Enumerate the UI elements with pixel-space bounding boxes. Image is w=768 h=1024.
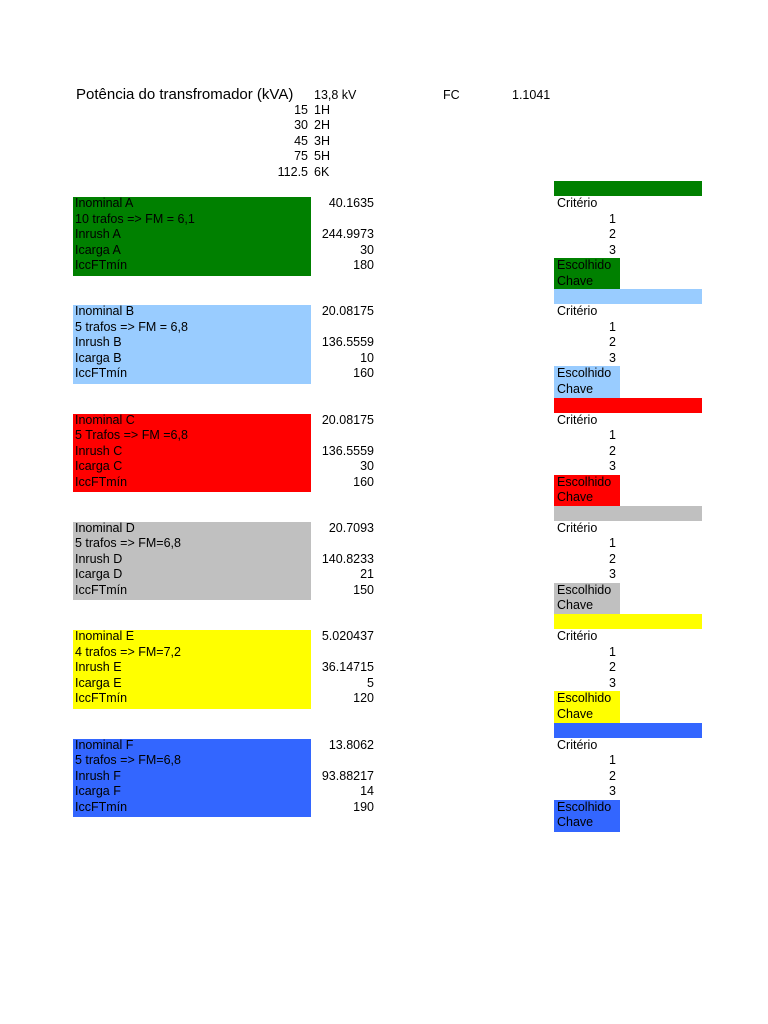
block-row-label: Icarga C [75, 459, 123, 474]
criteria-d-header-bar [554, 506, 702, 521]
criteria-e-header-bar [554, 614, 702, 629]
block-row-label: Icarga A [75, 242, 121, 257]
block-row-value: 120 [353, 691, 374, 706]
block-row-label: Inrush B [75, 335, 122, 350]
criteria-item: 1 [609, 536, 616, 551]
block-row-label: Inominal B [75, 304, 135, 319]
chosen-label: Escolhido [557, 691, 612, 706]
switch-label: Chave [557, 490, 594, 505]
block-row-value: 20.08175 [321, 304, 374, 319]
block-row-value: 14 [360, 784, 374, 798]
block-row-label: Inominal D [75, 520, 135, 535]
rating-kva: 30 [294, 118, 308, 132]
block-row-label: 5 trafos => FM = 6,8 [75, 319, 188, 334]
switch-label: Chave [557, 598, 594, 613]
block-row-value: 20.08175 [321, 412, 374, 427]
block-row-label: Inrush E [75, 660, 122, 675]
criteria-item: 2 [609, 551, 616, 566]
block-row-value: 30 [360, 242, 374, 257]
block-row-label: IccFTmín [75, 366, 128, 381]
block-row-value: 21 [360, 567, 374, 582]
chosen-label: Escolhido [557, 799, 612, 814]
criteria-item: 3 [609, 784, 616, 798]
block-row-label: Inrush A [75, 227, 121, 241]
block-row-label: 5 trafos => FM=6,8 [75, 536, 181, 551]
criteria-f-header-bar [554, 723, 702, 738]
block-row-value: 136.5559 [321, 443, 374, 458]
criteria-a-header-bar [554, 181, 702, 196]
block-row-value: 140.8233 [321, 551, 374, 566]
criteria-label: Critério [557, 629, 598, 644]
rating-kva: 75 [294, 149, 308, 163]
block-row-label: 4 trafos => FM=7,2 [75, 644, 181, 659]
rating-code: 3H [314, 134, 330, 148]
rating-kva: 112.5 [277, 165, 308, 179]
chosen-label: Escolhido [557, 366, 612, 381]
block-row-label: Inrush F [75, 768, 121, 783]
criteria-item: 2 [609, 335, 616, 350]
page-title: Potência do transfromador (kVA) [76, 86, 294, 103]
criteria-item: 2 [609, 227, 616, 241]
criteria-item: 3 [609, 350, 616, 365]
block-row-value: 180 [353, 258, 374, 272]
block-row-label: IccFTmín [75, 474, 128, 489]
rating-kva: 15 [294, 103, 308, 117]
rating-code: 5H [314, 149, 330, 163]
block-row-value: 160 [353, 474, 374, 489]
fc-label: FC [443, 88, 460, 102]
block-row-value: 244.9973 [321, 227, 374, 241]
criteria-c-header-bar [554, 398, 702, 413]
criteria-label: Critério [557, 520, 598, 535]
criteria-item: 1 [609, 428, 616, 443]
criteria-item: 1 [609, 319, 616, 334]
switch-label: Chave [557, 815, 594, 829]
block-row-value: 13.8062 [328, 737, 374, 752]
switch-label: Chave [557, 706, 594, 721]
chosen-label: Escolhido [557, 582, 612, 597]
chosen-label: Escolhido [557, 258, 612, 272]
block-row-value: 190 [353, 799, 374, 814]
criteria-item: 3 [609, 459, 616, 474]
block-row-label: Icarga F [75, 784, 121, 798]
block-row-value: 20.7093 [328, 520, 374, 535]
block-row-label: Inrush D [75, 551, 123, 566]
criteria-item: 1 [609, 753, 616, 767]
criteria-label: Critério [557, 412, 598, 427]
block-row-value: 150 [353, 582, 374, 597]
block-row-label: 5 trafos => FM=6,8 [75, 753, 181, 767]
block-row-value: 36.14715 [321, 660, 374, 675]
block-row-label: 5 Trafos => FM =6,8 [75, 428, 188, 443]
rating-code: 1H [314, 103, 330, 117]
rating-code: 2H [314, 118, 330, 132]
block-row-label: Inominal A [75, 196, 134, 210]
block-row-value: 93.88217 [321, 768, 374, 783]
criteria-item: 3 [609, 242, 616, 257]
fc-value: 1.1041 [512, 88, 551, 102]
criteria-item: 2 [609, 443, 616, 458]
criteria-label: Critério [557, 737, 598, 752]
block-row-value: 40.1635 [328, 196, 374, 210]
criteria-b-header-bar [554, 289, 702, 304]
criteria-item: 3 [609, 675, 616, 690]
block-row-label: IccFTmín [75, 799, 128, 814]
criteria-label: Critério [557, 304, 598, 319]
switch-label: Chave [557, 381, 594, 396]
block-row-value: 160 [353, 366, 374, 381]
block-row-label: 10 trafos => FM = 6,1 [75, 211, 195, 226]
criteria-item: 2 [609, 768, 616, 783]
criteria-item: 2 [609, 660, 616, 675]
block-row-label: IccFTmín [75, 258, 128, 272]
block-row-value: 5.020437 [321, 629, 374, 644]
criteria-item: 3 [609, 567, 616, 582]
block-row-label: Icarga E [75, 675, 122, 690]
block-row-label: Icarga B [75, 350, 122, 365]
block-row-label: Icarga D [75, 567, 123, 582]
block-row-value: 136.5559 [321, 335, 374, 350]
block-row-label: Inominal E [75, 629, 135, 644]
block-row-label: Inominal C [75, 412, 135, 427]
block-row-label: IccFTmín [75, 691, 128, 706]
block-row-value: 30 [360, 459, 374, 474]
block-row-value: 10 [360, 350, 374, 365]
chosen-label: Escolhido [557, 474, 612, 489]
rating-code: 6K [314, 165, 330, 179]
criteria-label: Critério [557, 196, 598, 210]
switch-label: Chave [557, 273, 594, 288]
criteria-item: 1 [609, 644, 616, 659]
criteria-item: 1 [609, 211, 616, 226]
block-row-label: IccFTmín [75, 582, 128, 597]
block-row-label: Inrush C [75, 443, 123, 458]
voltage-label: 13,8 kV [314, 88, 357, 102]
rating-kva: 45 [294, 134, 308, 148]
block-row-value: 5 [367, 675, 374, 690]
block-row-label: Inominal F [75, 737, 134, 752]
